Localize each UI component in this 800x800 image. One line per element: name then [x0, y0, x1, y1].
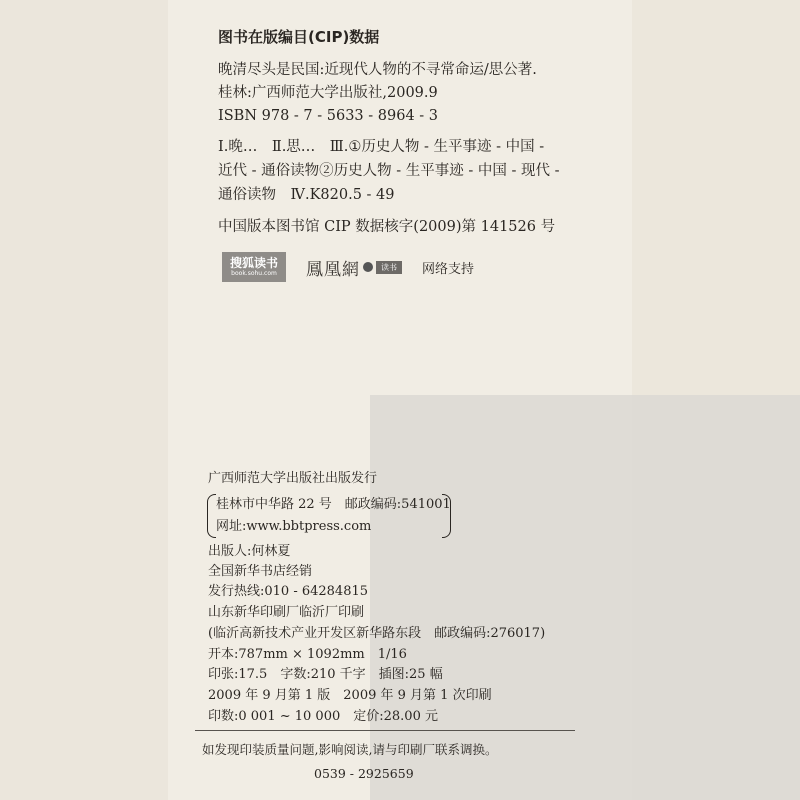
sohu-logo-text: 搜狐读书: [229, 256, 278, 270]
hotline: 发行热线:010 - 64284815: [208, 584, 369, 599]
quality-notice: 如发现印装质量问题,影响阅读,请与印刷厂联系调换。: [202, 742, 498, 757]
book-sheets: 印张:17.5 字数:210 千字 插图:25 幅: [208, 667, 443, 682]
cip-classification-3: 通俗读物 Ⅳ.K820.5 - 49: [218, 187, 395, 203]
ifeng-dot-icon: [363, 262, 373, 272]
network-support-label: 网络支持: [422, 261, 475, 277]
cip-title: 图书在版编目(CIP)数据: [218, 28, 380, 46]
notice-phone: 0539 - 2925659: [314, 766, 414, 781]
cip-check-number: 中国版本图书馆 CIP 数据核字(2009)第 141526 号: [218, 219, 556, 235]
book-format: 开本:787mm × 1092mm 1/16: [208, 647, 407, 662]
printer-address: (临沂高新技术产业开发区新华路东段 邮政编码:276017): [208, 626, 546, 641]
sohu-logo-url: book.sohu.com: [231, 270, 277, 277]
edition-info: 2009 年 9 月第 1 版 2009 年 9 月第 1 次印刷: [208, 688, 492, 703]
publisher-address: 桂林市中华路 22 号 邮政编码:541001: [216, 497, 451, 512]
publisher-line: 广西师范大学出版社出版发行: [208, 471, 378, 486]
cip-line-3: ISBN 978 - 7 - 5633 - 8964 - 3: [218, 108, 439, 124]
ifeng-badge: 读书: [376, 261, 402, 274]
ifeng-logo-text: 鳳凰網: [306, 259, 360, 280]
distributor: 全国新华书店经销: [208, 564, 313, 579]
divider: [195, 730, 575, 731]
publisher-website: 网址:www.bbtpress.com: [216, 519, 372, 534]
cip-classification-1: Ⅰ.晚… Ⅱ.思… Ⅲ.①历史人物 - 生平事迹 - 中国 -: [218, 139, 545, 155]
sohu-books-logo: [222, 252, 286, 282]
cip-classification-2: 近代 - 通俗读物②历史人物 - 生平事迹 - 中国 - 现代 -: [218, 163, 560, 179]
ifeng-logo: [306, 255, 402, 280]
print-run-price: 印数:0 001 ~ 10 000 定价:28.00 元: [208, 709, 438, 724]
support-logos: [222, 250, 474, 284]
cip-line-2: 桂林:广西师范大学出版社,2009.9: [218, 85, 438, 101]
cip-line-1: 晚清尽头是民国:近现代人物的不寻常命运/思公著.: [218, 62, 537, 78]
printer: 山东新华印刷厂临沂厂印刷: [208, 605, 365, 620]
publisher-person: 出版人:何林夏: [208, 544, 291, 559]
